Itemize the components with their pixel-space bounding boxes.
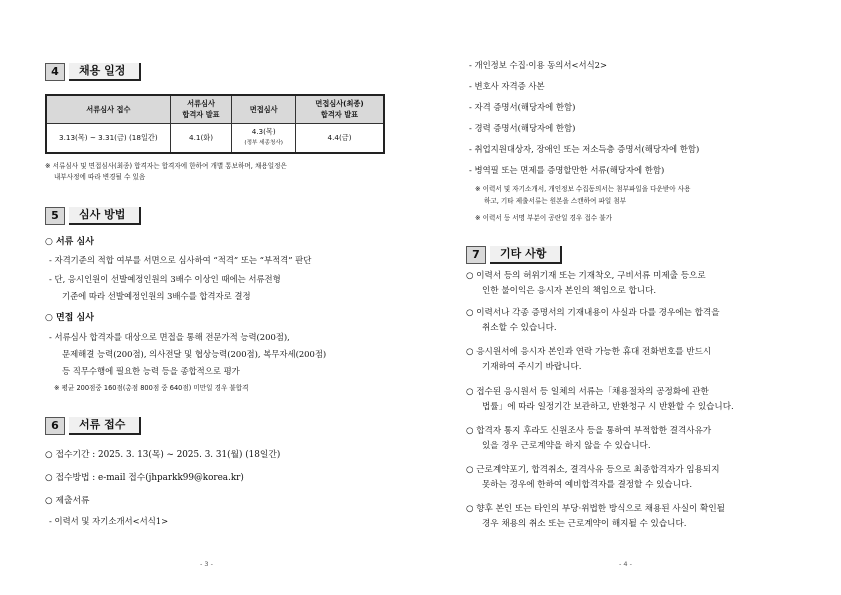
section-title: 심사 방법 [69,207,141,225]
section-title: 채용 일정 [69,63,141,81]
text-line: 기준에 따라 선발예정인원의 3배수를 합격자로 결정 [62,291,251,301]
table-header: 면접심사(최종) 합격자 발표 [296,95,384,123]
table-header: 면접심사 [232,95,296,123]
docs-heading: ○ 제출서류 [45,496,90,506]
docs-note: 하고, 기타 제출서류는 원본을 스캔하여 파일 첨부 [484,197,627,205]
docs-item: - 경력 증명서(해당자에 한함) [469,123,576,133]
text-line: 문제해결 능력(200점), 의사전달 및 협상능력(200점), 복무자세(200점) [62,349,327,359]
etc-item: ○ 근로계약포기, 합격취소, 결격사유 등으로 최종합격자가 임용되지 못하는 경우에 한하여 예비합격자를 결정할 수 있습니다. [466,465,720,490]
docs-note: ※ 이력서 및 자기소개서, 개인정보 수집동의서는 첨부파일을 다운받아 사용 [475,185,691,193]
schedule-note: ※ 서류심사 및 면접심사(최종) 합격자는 합격자에 한하여 개별 통보하며, 채용일정은 [45,162,287,170]
section-5-heading [45,206,141,226]
interview-note: ※ 평균 200점중 160점(총점 800점 중 640점) 미만일 경우 불합격 [54,384,249,392]
page-number: - 3 - [200,560,213,568]
schedule-note: 내부사정에 따라 변경될 수 있음 [54,173,146,181]
section-6-heading [45,416,141,436]
table-cell: 4.4(금) [296,123,384,153]
method-line: ○ 접수방법 : e-mail 접수(jhparkk99@korea.kr) [45,473,244,483]
section-title: 서류 접수 [69,417,141,435]
text-line: 등 직무수행에 필요한 능력 등을 종합적으로 평가 [62,366,240,376]
section-number: 4 [45,63,65,81]
etc-item: ○ 합격자 통지 후라도 신원조사 등을 통하여 부적합한 결격사유가 있을 경우 근로계약을 하지 않을 수 있습니다. [466,426,712,451]
docs-item: - 병역필 또는 면제를 증명할만한 서류(해당자에 한함) [469,165,665,175]
section-number: 7 [466,246,486,264]
interview-heading: ○ 면접 심사 [45,313,94,323]
section-4-heading [45,62,141,82]
docs-item: - 취업지원대상자, 장애인 또는 저소득층 증명서(해당자에 한함) [469,144,700,154]
period-line: ○ 접수기간 : 2025. 3. 13(목) ~ 2025. 3. 31(월) (18일간) [45,450,281,460]
page-number: - 4 - [619,560,632,568]
document-review-heading: ○ 서류 심사 [45,237,94,247]
docs-item: - 변호사 자격증 사본 [469,81,545,91]
section-7-heading [466,245,562,265]
docs-item: - 개인정보 수집·이용 동의서<서식2> [469,60,608,70]
table-cell: 4.3(목) (정부 세종청사) [232,123,296,153]
page-3 [0,0,420,595]
table-header: 서류심사 합격자 발표 [170,95,232,123]
table-cell: 4.1(화) [170,123,232,153]
section-number: 5 [45,207,65,225]
docs-item: - 자격 증명서(해당자에 한함) [469,102,576,112]
etc-item: ○ 응시원서에 응시자 본인과 연락 가능한 휴대 전화번호를 반드시 기재하여 주시기 바랍니다. [466,347,712,372]
text-line: - 자격기준의 적합 여부를 서면으로 심사하여 “적격” 또는 “부적격” 판단 [49,255,312,265]
schedule-table [45,94,385,154]
page-4 [421,0,841,595]
table-header: 서류심사 접수 [46,95,170,123]
etc-item: ○ 접수된 응시원서 등 일체의 서류는「채용절차의 공정화에 관한 법률」에 따라 일정기간 보관하고, 반환청구 시 반환할 수 있습니다. [466,387,734,412]
etc-item: ○ 이력서 등의 허위기재 또는 기재착오, 구비서류 미제출 등으로 인한 불이익은 응시자 본인의 책임으로 합니다. [466,271,706,296]
etc-item: ○ 향후 본인 또는 타인의 부당·위법한 방식으로 채용된 사실이 확인될 경우 채용의 취소 또는 근로계약이 해지될 수 있습니다. [466,504,725,529]
text-line: - 서류심사 합격자를 대상으로 면접을 통해 전문가적 능력(200점), [49,332,290,342]
table-cell: 3.13(목) ~ 3.31(금) (18일간) [46,123,170,153]
section-number: 6 [45,417,65,435]
docs-note: ※ 이력서 등 서명 부분이 공란일 경우 접수 불가 [475,214,612,222]
section-title: 기타 사항 [490,246,562,264]
docs-item: - 이력서 및 자기소개서<서식1> [49,516,169,526]
etc-item: ○ 이력서나 각종 증명서의 기재내용이 사실과 다를 경우에는 합격을 취소할 수 있습니다. [466,308,720,333]
text-line: - 단, 응시인원이 선발예정인원의 3배수 이상인 때에는 서류전형 [49,274,281,284]
